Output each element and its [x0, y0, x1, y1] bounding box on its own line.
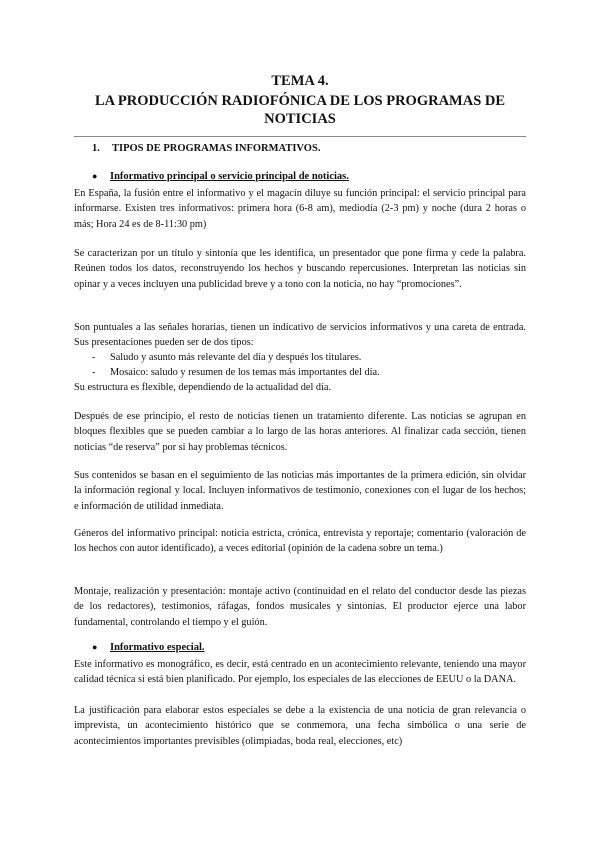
- document-title-number: TEMA 4.: [271, 73, 329, 89]
- paragraph: Montaje, realización y presentación: montaje activo (continuidad en el relato del conductor desde las piezas de los redactores), testimonios, ráfagas, fondos musicales y sintonías. El productor ejerce una labor fundamental, controlando el tiempo y el guión.: [74, 586, 526, 628]
- list-dash: -: [92, 352, 96, 363]
- paragraph: Este informativo es monográfico, es decir, está centrado en un acontecimiento relevante, teniendo una mayor calidad técnica si está bien planificado. Por ejemplo, los especiales de las elecciones de EEUU o la DANA.: [74, 659, 526, 686]
- subsection-heading-principal: [92, 171, 349, 182]
- subsection-heading-especial: [92, 642, 205, 653]
- paragraph: Géneros del informativo principal: noticia estricta, crónica, entrevista y reportaje; comentario (valoración de los hechos con autor identificado), a veces editorial (opinión de la cadena sobre un tema.): [74, 528, 526, 555]
- list-item: [92, 365, 512, 380]
- paragraph: Su estructura es flexible, dependiendo de la actualidad del día.: [74, 382, 332, 393]
- bullet-icon: ●: [92, 642, 98, 652]
- list-dash: -: [92, 367, 96, 378]
- subsection-title: Informativo especial.: [110, 642, 205, 653]
- paragraph: Se caracterizan por un título y sintonía que les identifica, un presentador que pone firma y cede la palabra. Reúnen todos los datos, reconstruyendo los hechos y buscando repercusiones. Interpretan las noticias sin opinar y a veces incluyen una publicidad breve y a tono con la noticia, no hay “promociones”.: [74, 248, 526, 290]
- title-divider: [74, 136, 526, 137]
- paragraph: La justificación para elaborar estos especiales se debe a la existencia de una noticia de gran relevancia o imprevista, un acontecimiento histórico que se conmemora, una fecha simbólica o una serie de acontecimientos importantes previsibles (olimpiadas, boda real, elecciones, etc): [74, 705, 526, 747]
- section-heading: [92, 143, 320, 154]
- list-item-text: Mosaico: saludo y resumen de los temas más importantes del día.: [110, 367, 380, 378]
- section-title: TIPOS DE PROGRAMAS INFORMATIVOS.: [112, 143, 321, 154]
- subsection-title: Informativo principal o servicio principal de noticias.: [110, 171, 349, 182]
- paragraph: Sus contenidos se basan en el seguimiento de las noticias más importantes de la primera edición, sin olvidar la información regional y local. Incluyen informativos de testimonio, conexiones con el lugar de los hechos; e información de utilidad inmediata.: [74, 470, 526, 512]
- paragraph: Después de ese principio, el resto de noticias tienen un tratamiento diferente. Las noticias se agrupan en bloques flexibles que se pueden cambiar a lo largo de las horas anteriores. Al finalizar cada sección, tienen noticias “de reserva” por si hay problemas técnicos.: [74, 411, 526, 453]
- document-title: LA PRODUCCIÓN RADIOFÓNICA DE LOS PROGRAMAS DE NOTICIAS: [94, 93, 506, 127]
- bullet-icon: ●: [92, 171, 98, 181]
- paragraph: Son puntuales a las señales horarias, tienen un indicativo de servicios informativos y una careta de entrada. Sus presentaciones pueden ser de dos tipos:: [74, 322, 526, 349]
- section-number: 1.: [92, 143, 100, 154]
- list-item: [92, 350, 512, 365]
- list-item-text: Saludo y asunto más relevante del día y después los titulares.: [110, 352, 362, 363]
- paragraph: En España, la fusión entre el informativo y el magacín diluye su función principal: el servicio principal para informarse. Existen tres informativos: primera hora (6-8 am), mediodía (2-3 pm) y noche (dura 2 horas o más; Hora 24 es de 8-11:30 pm): [74, 188, 526, 230]
